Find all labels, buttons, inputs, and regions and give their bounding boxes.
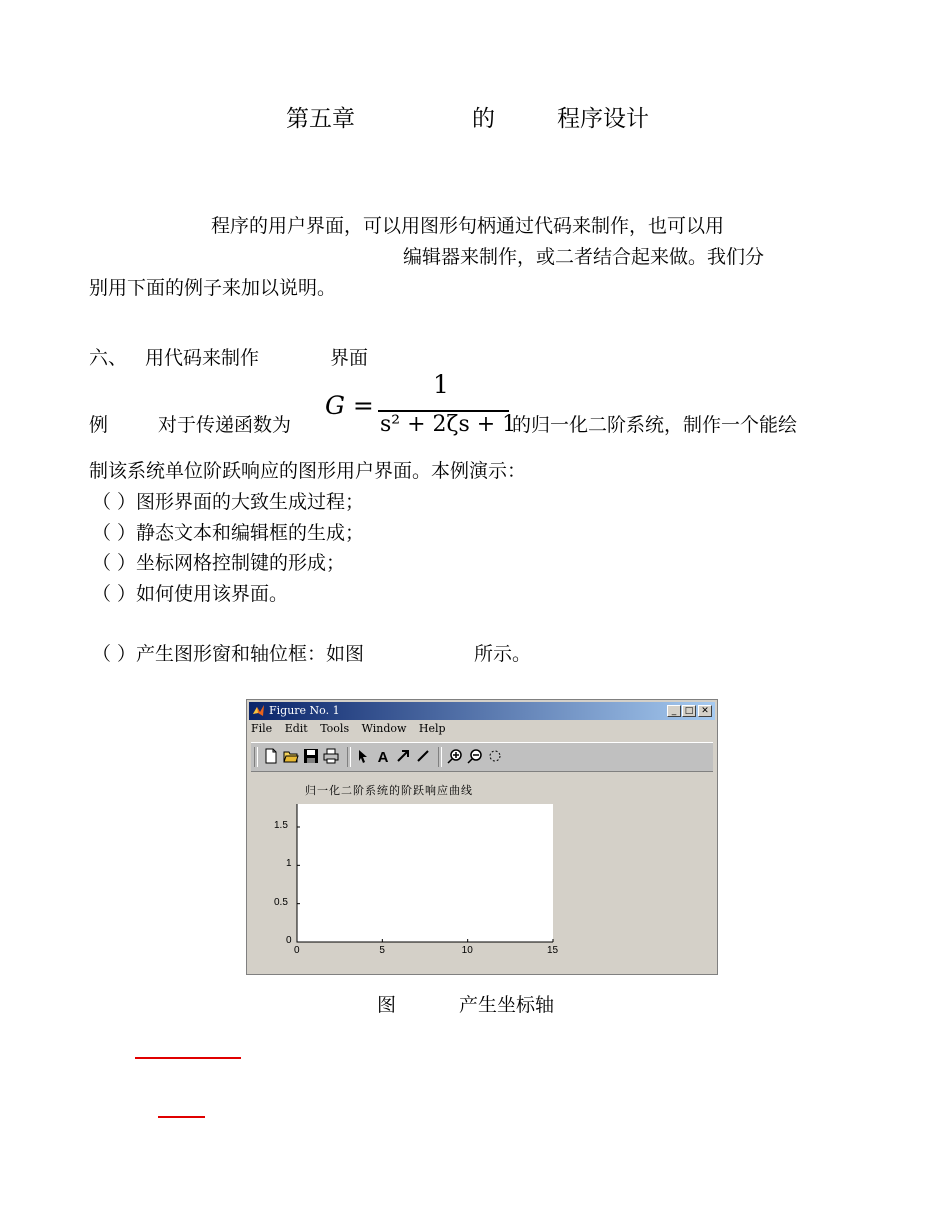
x-tick-label: 10: [461, 945, 473, 956]
example-prefix: 对于传递函数为: [158, 414, 292, 436]
chapter-title-part3: 程序设计: [557, 106, 649, 132]
red-underline-mark: [158, 1116, 205, 1118]
zoom-out-icon[interactable]: [467, 748, 483, 764]
y-tick-label: 0.5: [274, 896, 288, 908]
close-icon[interactable]: ✕: [698, 705, 712, 717]
formula-denominator: s² + 2ζs + 1: [380, 412, 517, 437]
matlab-logo-icon: [252, 704, 265, 717]
figure-menubar: [251, 722, 455, 740]
menu-window[interactable]: Window: [361, 722, 407, 735]
save-icon[interactable]: [303, 748, 319, 764]
print-icon[interactable]: [323, 748, 339, 764]
list-item: （ ）如何使用该界面。: [92, 583, 289, 605]
select-arrow-icon[interactable]: [355, 748, 371, 764]
axis-lines: [297, 804, 553, 942]
menu-edit[interactable]: Edit: [284, 722, 308, 735]
figure-window: [246, 699, 718, 975]
section-text-1: 用代码来制作: [145, 347, 260, 369]
toolbar-separator: [438, 747, 442, 767]
plot-axes[interactable]: [297, 804, 553, 942]
list-item: （ ）图形界面的大致生成过程；: [92, 491, 365, 513]
open-folder-icon[interactable]: [283, 748, 299, 764]
maximize-icon[interactable]: □: [682, 705, 696, 717]
menu-tools[interactable]: Tools: [320, 722, 350, 735]
plot-title: 归一化二阶系统的阶跃响应曲线: [305, 784, 473, 797]
y-tick-label: 0: [286, 935, 292, 946]
arrow-icon[interactable]: [395, 748, 411, 764]
axes-svg: [297, 804, 553, 942]
red-underline-mark: [135, 1057, 241, 1059]
section-text-2: 界面: [330, 347, 369, 369]
formula-numerator: 1: [433, 370, 449, 399]
line-icon[interactable]: [415, 748, 431, 764]
x-tick-label: 0: [294, 945, 300, 956]
example-label: 例: [89, 414, 109, 436]
svg-text:A: A: [377, 749, 389, 764]
formula-lhs: G =: [325, 391, 374, 420]
step-text-1: （ ）产生图形窗和轴位框：如图: [92, 643, 365, 665]
figure-toolbar: [251, 742, 713, 772]
example-line-2: 制该系统单位阶跃响应的图形用户界面。本例演示：: [89, 460, 527, 482]
x-tick-label: 15: [547, 945, 559, 956]
y-tick-label: 1.5: [274, 820, 288, 831]
menu-help[interactable]: Help: [418, 722, 446, 735]
toolbar-separator: [347, 747, 351, 767]
x-tick-label: 5: [379, 945, 385, 956]
caption-text: 产生坐标轴: [459, 994, 555, 1016]
intro-line-1: 程序的用户界面，可以用图形句柄通过代码来制作，也可以用: [211, 215, 725, 237]
figure-titlebar[interactable]: [249, 702, 715, 720]
section-number: 六、: [89, 347, 128, 369]
menu-file[interactable]: File: [251, 722, 273, 735]
intro-line-3: 别用下面的例子来加以说明。: [89, 277, 337, 299]
list-item: （ ）静态文本和编辑框的生成；: [92, 522, 365, 544]
rotate-icon[interactable]: [487, 748, 503, 764]
chapter-title-part1: 第五章: [286, 106, 355, 132]
list-item: （ ）坐标网格控制键的形成；: [92, 552, 346, 574]
new-file-icon[interactable]: [263, 748, 279, 764]
text-icon[interactable]: [375, 748, 391, 764]
caption-label: 图: [377, 994, 397, 1016]
zoom-in-icon[interactable]: [447, 748, 463, 764]
chapter-title-part2: 的: [472, 106, 495, 132]
figure-title: Figure No. 1: [269, 704, 340, 717]
minimize-icon[interactable]: _: [667, 705, 681, 717]
example-suffix: 的归一化二阶系统，制作一个能绘: [512, 414, 798, 436]
step-text-2: 所示。: [474, 643, 532, 665]
toolbar-grip: [254, 747, 258, 767]
intro-line-2: 编辑器来制作，或二者结合起来做。我们分: [403, 246, 765, 268]
y-tick-label: 1: [286, 858, 292, 870]
